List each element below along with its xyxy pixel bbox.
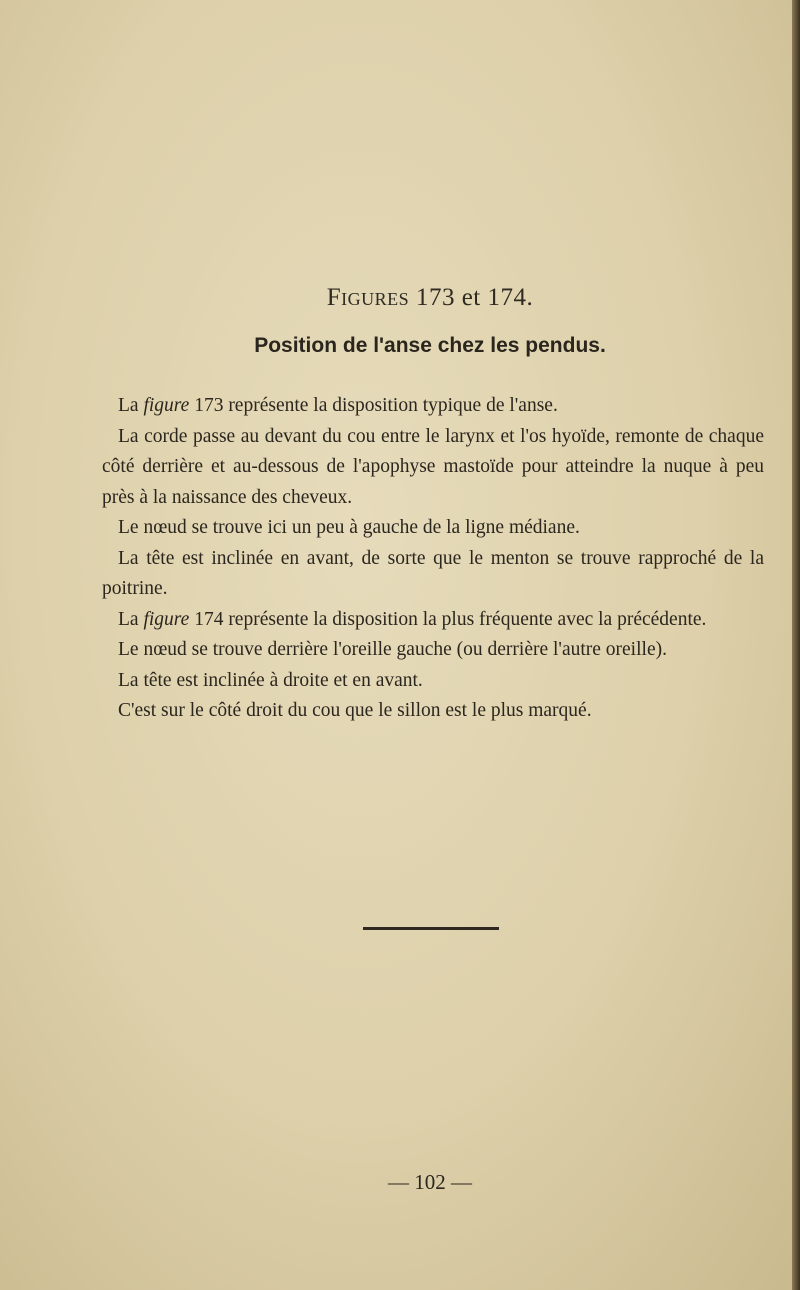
section-divider xyxy=(363,927,499,930)
paragraph-1: La figure 173 représente la disposition typique de l'anse. xyxy=(118,395,558,416)
paragraph-4: La tête est inclinée en avant, de sorte que le menton se trouve rapproché de la poitrine. xyxy=(102,547,764,599)
paragraph-6: Le nœud se trouve derrière l'oreille gauche (ou derrière l'autre oreille). xyxy=(118,639,667,660)
figures-heading xyxy=(0,284,800,312)
body-text xyxy=(102,391,764,727)
heading-numbers: 173 et 174. xyxy=(415,284,534,311)
paragraph-3: Le nœud se trouve ici un peu à gauche de la ligne médiane. xyxy=(118,517,580,538)
page-number: — 102 — xyxy=(388,1170,472,1194)
page-edge xyxy=(792,0,800,1290)
paragraph-7: La tête est inclinée à droite et en avant. xyxy=(118,669,423,691)
heading-word: Figures xyxy=(326,284,410,311)
paragraph-5: La figure 174 représente la disposition la plus fréquente avec la précédente. xyxy=(118,608,707,630)
paragraph-8: C'est sur le côté droit du cou que le sillon est le plus marqué. xyxy=(118,700,592,721)
section-subtitle: Position de l'anse chez les pendus. xyxy=(254,334,606,357)
paragraph-2: La corde passe au devant du cou entre le larynx et l'os hyoïde, remonte de chaque côté derrière et au-dessous de l'apophyse mastoïde pour atteindre la nuque à peu près à la naissance des cheveux. xyxy=(102,425,764,508)
